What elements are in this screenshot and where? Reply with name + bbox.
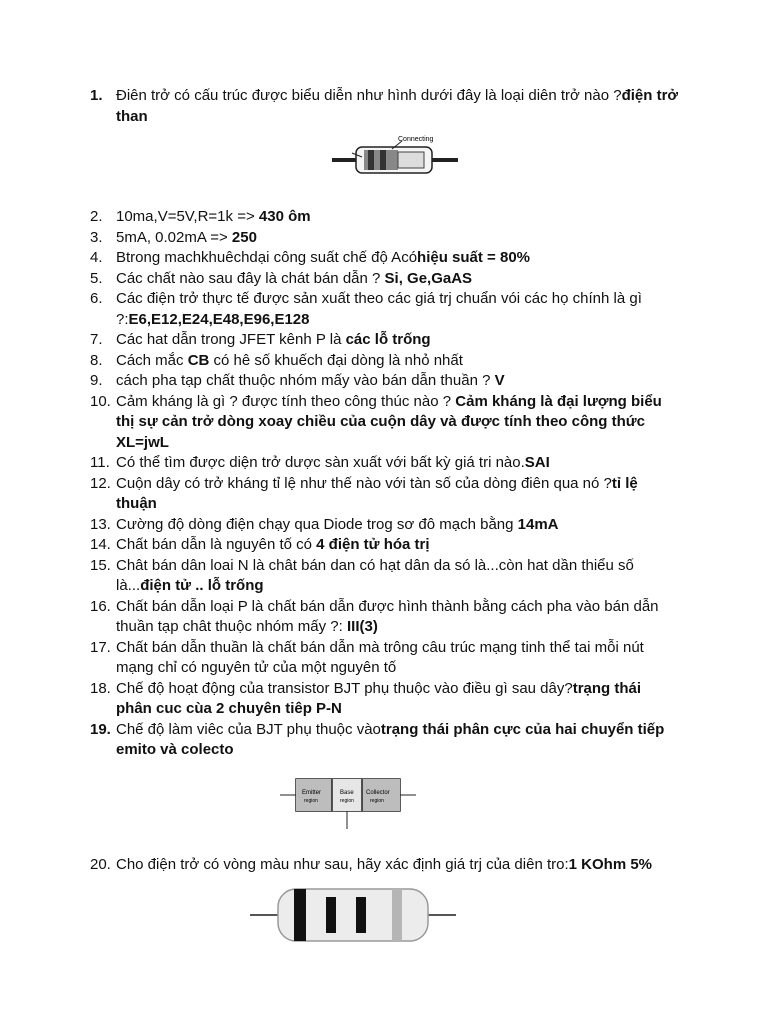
answer-text: V	[494, 372, 505, 389]
question-text: Btrong machkhuêchdại công suất chế độ Acó	[116, 249, 418, 266]
question-number: 19.	[90, 720, 111, 738]
question-number: 3.	[90, 228, 103, 246]
answer-text: hiệu suất = 80%	[417, 249, 531, 266]
question-number: 9.	[90, 372, 103, 389]
question-8	[90, 351, 680, 372]
question-number: 8.	[90, 351, 103, 369]
question-text: Cách mắc	[116, 351, 188, 369]
answer-text: 4 điện tử hóa trị	[316, 536, 430, 553]
question-number: 5.	[90, 269, 103, 287]
question-text: Cường độ dòng điện chạy qua Diode trog sơ đô mạch bằng	[116, 515, 518, 533]
question-number: 13.	[90, 515, 111, 533]
question-14	[90, 535, 680, 556]
answer-text: 430 ôm	[258, 208, 311, 225]
question-12	[90, 474, 680, 515]
question-3	[90, 228, 680, 249]
answer-text: III(3)	[346, 618, 378, 635]
figure-label: Connecting	[398, 136, 434, 143]
region-label: Base	[340, 789, 354, 796]
question-19	[90, 720, 680, 761]
question-number: 18.	[90, 679, 111, 697]
answer-text: 250	[231, 228, 257, 246]
question-number: 4.	[90, 249, 103, 266]
answer-text: 1 KOhm 5%	[568, 855, 652, 873]
question-text: Chất bán dẫn là nguyên tố có	[116, 536, 317, 553]
question-number: 15.	[90, 556, 111, 574]
question-text: Điên trở có cấu trúc được biểu diễn như hình dưới đây là loại diên trở nào ?	[116, 87, 622, 104]
question-text: Các hat dẫn trong JFET kênh P là	[116, 331, 346, 348]
answer-text: điện tử .. lỗ trống	[140, 577, 264, 594]
answer-text: E6,E12,E24,E48,E96,E128	[128, 310, 310, 328]
question-list	[90, 86, 680, 947]
question-text: Các chất nào sau đây là chát bán dẫn ?	[116, 269, 385, 287]
question-number: 7.	[90, 331, 103, 348]
question-16	[90, 597, 680, 638]
question-text: 5mA, 0.02mA =>	[116, 228, 232, 246]
question-text-suffix: có hê số khuếch đại dòng là nhỏ nhất	[209, 351, 463, 369]
question-number: 16.	[90, 597, 111, 615]
question-4	[90, 248, 680, 269]
question-1	[90, 86, 680, 127]
answer-text: điện trở than	[116, 87, 679, 125]
question-text: Chất bán dẫn loại P là chất bán dẫn được hình thành bằng cách pha vào bán dẫn thuần tạp chât thuộc nhóm mấy ?:	[116, 597, 659, 635]
region-sub-label: region	[304, 797, 318, 804]
question-number: 20.	[90, 855, 111, 873]
answer-text: 14mA	[517, 515, 559, 533]
question-number: 6.	[90, 290, 103, 307]
figure-bjt	[90, 769, 680, 837]
question-17	[90, 638, 680, 679]
answer-text: Si, Ge,GaAS	[384, 269, 473, 287]
carbon-resistor-diagram	[332, 133, 458, 183]
answer-text: CB	[187, 351, 210, 369]
answer-text: tỉ lệ thuận	[116, 474, 638, 512]
question-text: Các điện trở thực tế được sản xuất theo các giá trj chuẩn vói các họ chính là gì ?:	[116, 290, 642, 328]
question-text: cách pha tạp chất thuộc nhóm mấy vào bán dẫn thuần ?	[116, 372, 495, 389]
question-text: 10ma,V=5V,R=1k =>	[116, 208, 259, 225]
region-sub-label: region	[370, 797, 384, 804]
question-11	[90, 453, 680, 474]
question-number: 11.	[90, 454, 110, 471]
question-text: Chât bán dân loai N là chât bán dan có hạt dân da só là...còn hat dần thiểu số là...	[116, 556, 634, 594]
question-text: Chế độ làm viêc của BJT phụ thuộc vào	[116, 720, 381, 738]
question-text: Chất bán dẫn thuần là chất bán dẫn mà trông câu trúc mạng tinh thể tai mỗi nút mạng chỉ có nguyên tử của một nguyên tố	[116, 638, 644, 676]
answer-text: các lỗ trống	[345, 331, 431, 348]
figure-carbon-resistor	[90, 133, 680, 183]
answer-text: Cảm kháng là đại lượng biểu thị sự cản trở dòng xoay chiều của cuộn dây và được tính theo công thức XL=jwL	[116, 392, 662, 451]
question-number: 2.	[90, 208, 103, 225]
question-9	[90, 371, 680, 392]
question-number: 14.	[90, 536, 111, 553]
question-text: Cuộn dây có trở kháng tỉ lệ như thế nào với tàn số của dòng điên qua nó ?	[116, 474, 612, 492]
answer-text: SAI	[524, 454, 550, 471]
question-text: Cảm kháng là gì ? được tính theo công thúc nào ?	[116, 392, 456, 410]
question-number: 17.	[90, 638, 111, 656]
bjt-junction-diagram	[262, 769, 432, 837]
figure-color-band-resistor	[90, 883, 680, 947]
question-number: 10.	[90, 392, 111, 410]
question-text: Có thể tìm được diện trở dược sàn xuất với bất kỳ giá tri nào.	[116, 454, 525, 471]
question-18	[90, 679, 680, 720]
question-13	[90, 515, 680, 536]
answer-text: trạng thái phân cuc cùa 2 chuyên tiêp P-N	[116, 679, 642, 717]
question-10	[90, 392, 680, 454]
region-label: Collector	[366, 789, 390, 796]
color-band-resistor-diagram	[250, 883, 456, 947]
question-text: Cho điện trở có vòng màu như sau, hãy xác định giá trj của diên tro:	[116, 855, 569, 873]
question-5	[90, 269, 680, 290]
answer-text: trạng thái phân cực của hai chuyển tiếp emito và colecto	[116, 720, 665, 758]
region-sub-label: region	[340, 797, 354, 804]
region-label: Emitter	[302, 789, 322, 796]
question-number: 12.	[90, 474, 111, 492]
question-6	[90, 289, 680, 330]
question-15	[90, 556, 680, 597]
question-20	[90, 855, 680, 876]
question-2	[90, 207, 680, 228]
question-number: 1.	[90, 87, 103, 104]
question-7	[90, 330, 680, 351]
question-text: Chế độ hoạt động của transistor BJT phụ thuộc vào điều gì sau dây?	[116, 679, 573, 697]
